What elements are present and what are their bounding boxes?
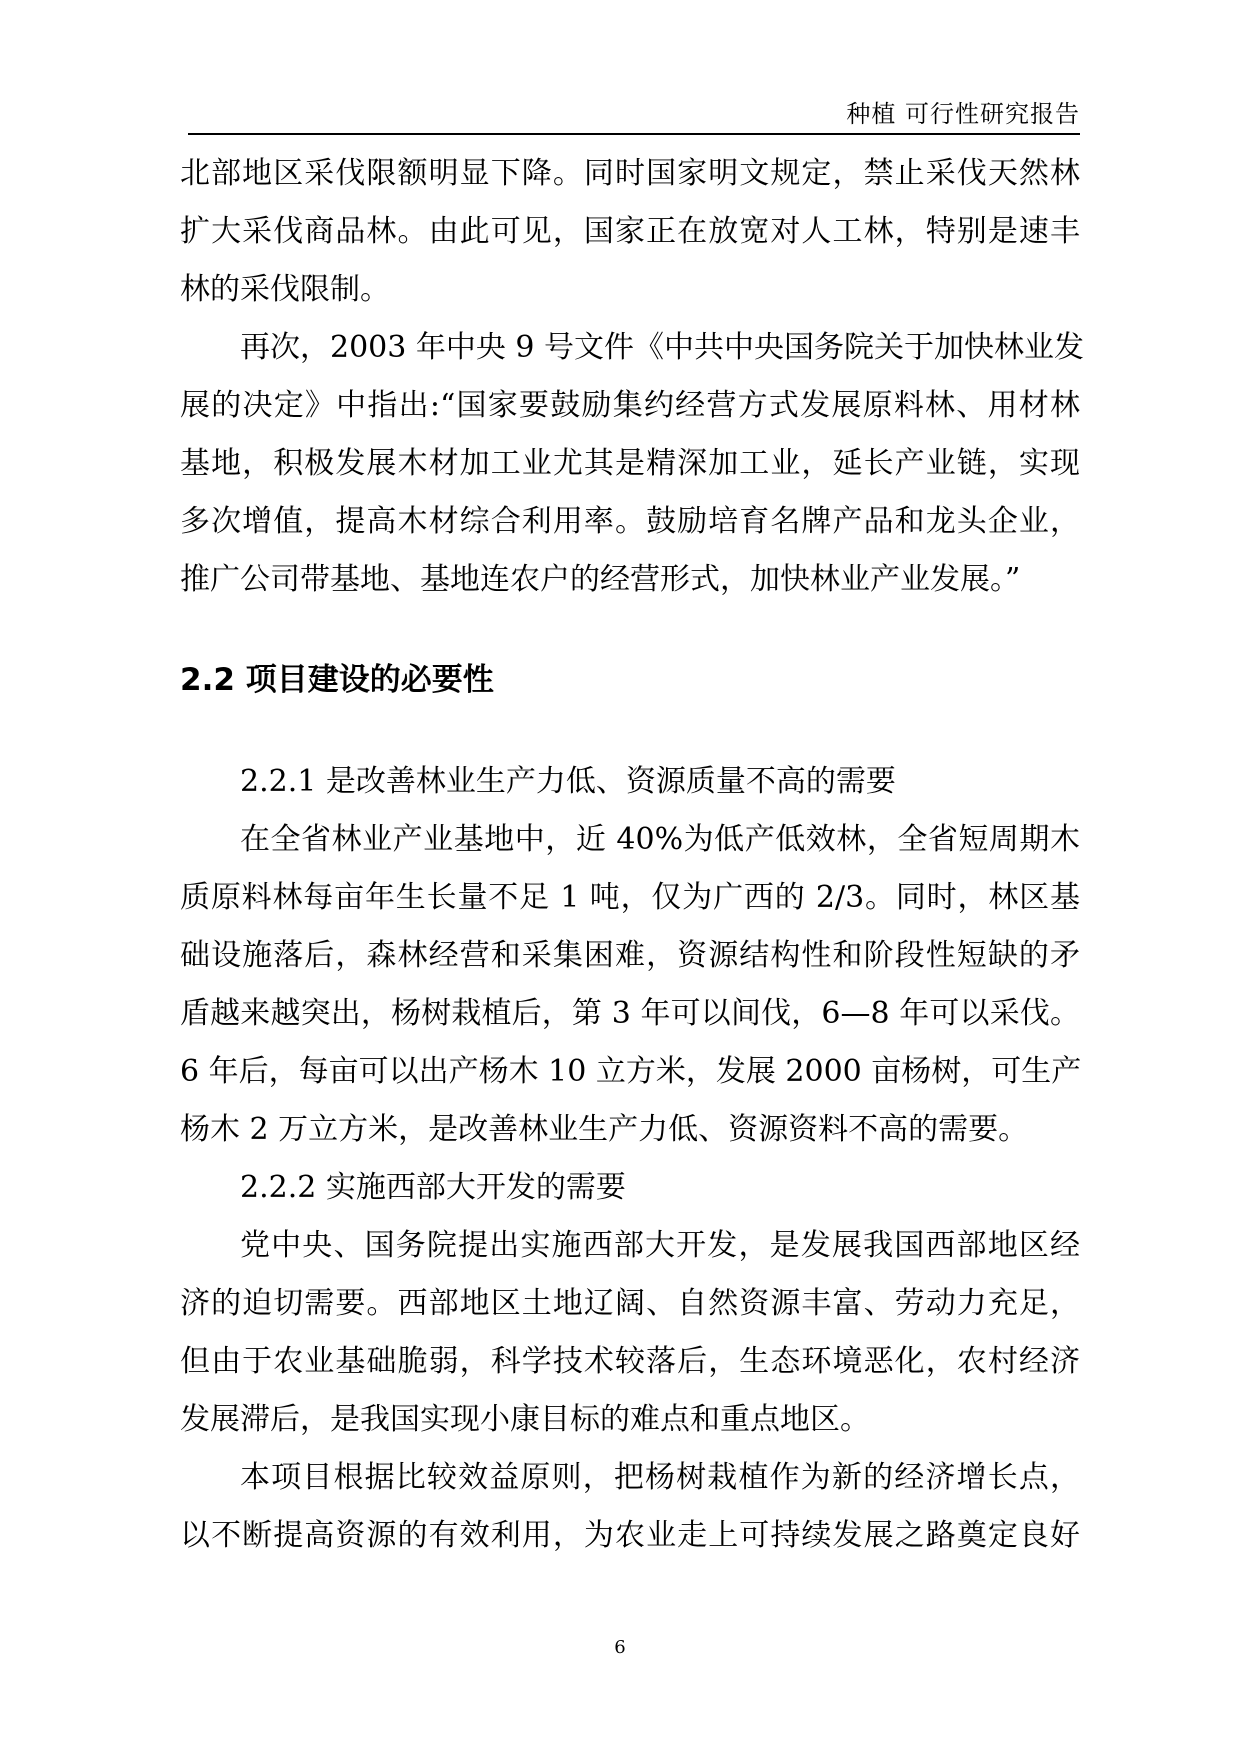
page-number: 6	[614, 1637, 626, 1658]
paragraph-line: 杨木 2 万立方米，是改善林业生产力低、资源资料不高的需要。	[180, 1112, 1029, 1147]
subsection-heading: 2.2.2 实施西部大开发的需要	[240, 1170, 626, 1205]
paragraph-line: 林的采伐限制。	[180, 272, 390, 307]
paragraph-line: 在全省林业产业基地中，近 40%为低产低效林，全省短周期木	[240, 822, 1080, 857]
header-rule	[188, 133, 1080, 135]
paragraph-line: 展的决定》中指出:“国家要鼓励集约经营方式发展原料林、用材林	[180, 388, 1080, 423]
paragraph-line: 党中央、国务院提出实施西部大开发，是发展我国西部地区经	[240, 1228, 1080, 1263]
paragraph-line: 多次增值，提高木材综合利用率。鼓励培育名牌产品和龙头企业，	[180, 504, 1080, 539]
paragraph-line: 扩大采伐商品林。由此可见，国家正在放宽对人工林，特别是速丰	[180, 214, 1080, 249]
running-header: 种植 可行性研究报告	[846, 100, 1080, 128]
paragraph-line: 盾越来越突出，杨树栽植后，第 3 年可以间伐，6—8 年可以采伐。	[180, 996, 1080, 1031]
paragraph-line: 但由于农业基础脆弱，科学技术较落后，生态环境恶化，农村经济	[180, 1344, 1080, 1379]
paragraph-line: 推广公司带基地、基地连农户的经营形式，加快林业产业发展。”	[180, 562, 1021, 597]
paragraph-line: 6 年后，每亩可以出产杨木 10 立方米，发展 2000 亩杨树，可生产	[180, 1054, 1082, 1089]
section-heading: 2.2 项目建设的必要性	[180, 662, 494, 698]
paragraph-line: 本项目根据比较效益原则，把杨树栽植作为新的经济增长点，	[240, 1460, 1080, 1495]
paragraph-line: 北部地区采伐限额明显下降。同时国家明文规定，禁止采伐天然林	[180, 156, 1080, 191]
paragraph-line: 础设施落后，森林经营和采集困难，资源结构性和阶段性短缺的矛	[180, 938, 1080, 973]
paragraph-line: 基地，积极发展木材加工业尤其是精深加工业，延长产业链，实现	[180, 446, 1080, 481]
paragraph-line: 质原料林每亩年生长量不足 1 吨，仅为广西的 2/3。同时，林区基	[180, 880, 1080, 915]
paragraph-line: 发展滞后，是我国实现小康目标的难点和重点地区。	[180, 1402, 870, 1437]
paragraph-line: 济的迫切需要。西部地区土地辽阔、自然资源丰富、劳动力充足，	[180, 1286, 1080, 1321]
paragraph-line: 以不断提高资源的有效利用，为农业走上可持续发展之路奠定良好	[180, 1518, 1080, 1553]
subsection-heading: 2.2.1 是改善林业生产力低、资源质量不高的需要	[240, 764, 896, 799]
paragraph-line: 再次，2003 年中央 9 号文件《中共中央国务院关于加快林业发	[240, 330, 1085, 365]
